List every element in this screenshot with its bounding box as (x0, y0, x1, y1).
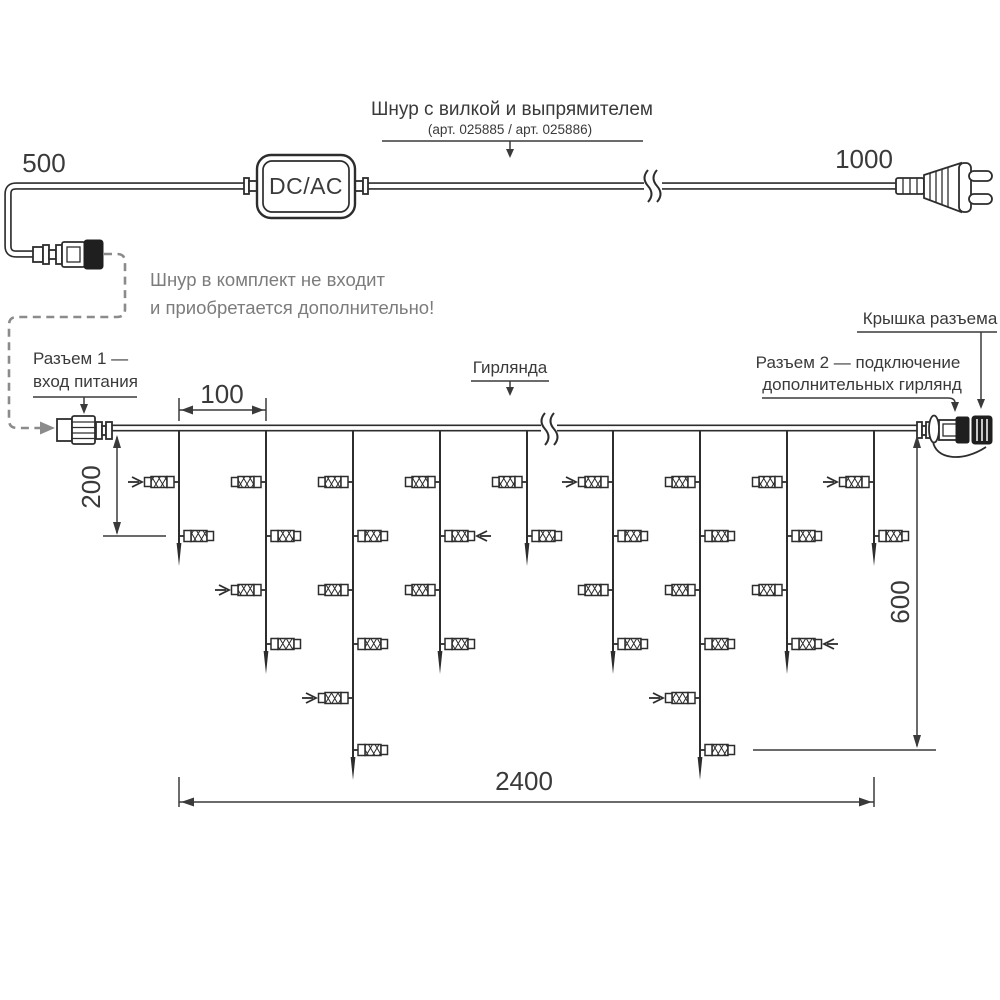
lamp-cap (468, 532, 475, 541)
connector-2-assembly (917, 416, 992, 458)
note-line2: и приобретается дополнительно! (150, 297, 435, 318)
drop-tip (177, 543, 182, 566)
drop-tip (264, 651, 269, 674)
dim-2400-label: 2400 (495, 766, 553, 796)
lamp-cap (468, 640, 475, 649)
lamp-body (672, 693, 688, 704)
lamp-body (452, 639, 468, 650)
lamp-body (539, 531, 555, 542)
lamp-body (238, 477, 254, 488)
lamp-body (365, 639, 381, 650)
conn1-label-line2: вход питания (33, 372, 138, 391)
lamp-body (325, 477, 341, 488)
lamp-body (712, 531, 728, 542)
lamp-body (452, 531, 468, 542)
lamp-body (585, 585, 601, 596)
drop-tip (698, 757, 703, 780)
lamp-cap (555, 532, 562, 541)
power-cord-assembly (8, 99, 992, 269)
plug-prong-top (969, 171, 992, 181)
lamp-cap (381, 746, 388, 755)
cord-subtitle: (арт. 025885 / арт. 025886) (427, 122, 593, 137)
dim-200-label: 200 (76, 465, 106, 509)
lamp-cap (319, 586, 326, 595)
strap-ring (929, 416, 939, 443)
lamp-body (412, 585, 428, 596)
dcac-box-label: DC/AC (268, 173, 344, 199)
lamp-cap (406, 586, 413, 595)
lamp-cap (753, 586, 760, 595)
connector-1-label (33, 349, 138, 414)
lamp-body (759, 585, 775, 596)
lamp-body (499, 477, 515, 488)
lamp-cap (753, 478, 760, 487)
drop-tip (351, 757, 356, 780)
drop-tip (611, 651, 616, 674)
lamp-body (238, 585, 254, 596)
lamp-cap (641, 532, 648, 541)
garland-wire (110, 413, 917, 445)
lamp-body (712, 745, 728, 756)
lamp-cap (840, 478, 847, 487)
conn2-label-line1: Разъем 2 — подключение (755, 353, 961, 372)
cord-end-connector (33, 240, 103, 269)
lamp-body (278, 531, 294, 542)
drop-tip (785, 651, 790, 674)
lamp-body (625, 531, 641, 542)
lamp-body (799, 639, 815, 650)
lamp-cap (579, 586, 586, 595)
lamp-body (325, 693, 341, 704)
cord-title: Шнур с вилкой и выпрямителем (371, 99, 653, 120)
lamp-cap (319, 478, 326, 487)
lamp-body (365, 531, 381, 542)
drop-tip (438, 651, 443, 674)
note-line1: Шнур в комплект не входит (150, 269, 385, 290)
lamp-cap (728, 640, 735, 649)
lamp-cap (493, 478, 500, 487)
icicle-drops (128, 430, 909, 780)
dim-500-label: 500 (22, 148, 66, 178)
lamp-cap (232, 478, 239, 487)
connector-2-black-part (956, 417, 969, 443)
lamp-cap (294, 532, 301, 541)
garland-label (471, 358, 549, 396)
lamp-cap (815, 532, 822, 541)
lamp-cap (815, 640, 822, 649)
lamp-cap (381, 640, 388, 649)
lamp-body (365, 745, 381, 756)
lamp-body (672, 585, 688, 596)
connector-2-label (756, 353, 962, 412)
connector-cap (972, 416, 992, 444)
lamp-body (151, 477, 167, 488)
dim-100 (179, 379, 266, 421)
drop-tip (525, 543, 530, 566)
lamp-cap (728, 746, 735, 755)
conn1-label-line1: Разъем 1 — (33, 349, 129, 368)
lamp-body (846, 477, 862, 488)
lamp-cap (728, 532, 735, 541)
cap-label-text: Крышка разъема (862, 309, 998, 328)
lamp-cap (207, 532, 214, 541)
lamp-body (759, 477, 775, 488)
connector-black-tip (84, 240, 103, 269)
dim-1000-label: 1000 (835, 144, 893, 174)
connector-1-power-input (57, 416, 112, 444)
lamp-body (412, 477, 428, 488)
lamp-cap (666, 586, 673, 595)
lamp-cap (381, 532, 388, 541)
lamp-body (672, 477, 688, 488)
lamp-cap (902, 532, 909, 541)
lamp-body (585, 477, 601, 488)
lamp-cap (666, 694, 673, 703)
dim-600-label: 600 (885, 580, 915, 624)
lamp-body (191, 531, 207, 542)
plug-prong-bottom (969, 194, 992, 204)
mains-plug (896, 163, 992, 212)
lamp-body (278, 639, 294, 650)
lamp-body (886, 531, 902, 542)
lamp-cap (145, 478, 152, 487)
lamp-cap (666, 478, 673, 487)
lamp-body (712, 639, 728, 650)
lamp-cap (294, 640, 301, 649)
dashed-arrow-head (40, 422, 55, 435)
lamp-cap (579, 478, 586, 487)
drop-tip (872, 543, 877, 566)
lamp-cap (319, 694, 326, 703)
lamp-body (625, 639, 641, 650)
cord-break-symbol (645, 170, 661, 202)
lamp-body (325, 585, 341, 596)
garland-label-text: Гирлянда (472, 358, 548, 377)
dcac-converter-box (244, 155, 368, 218)
dim-2400 (179, 766, 874, 807)
lamp-body (799, 531, 815, 542)
dim-100-label: 100 (200, 379, 244, 409)
lamp-cap (232, 586, 239, 595)
cord-title-leader (382, 141, 643, 158)
lamp-cap (406, 478, 413, 487)
lamp-cap (641, 640, 648, 649)
conn2-label-line2: дополнительных гирлянд (762, 375, 962, 394)
